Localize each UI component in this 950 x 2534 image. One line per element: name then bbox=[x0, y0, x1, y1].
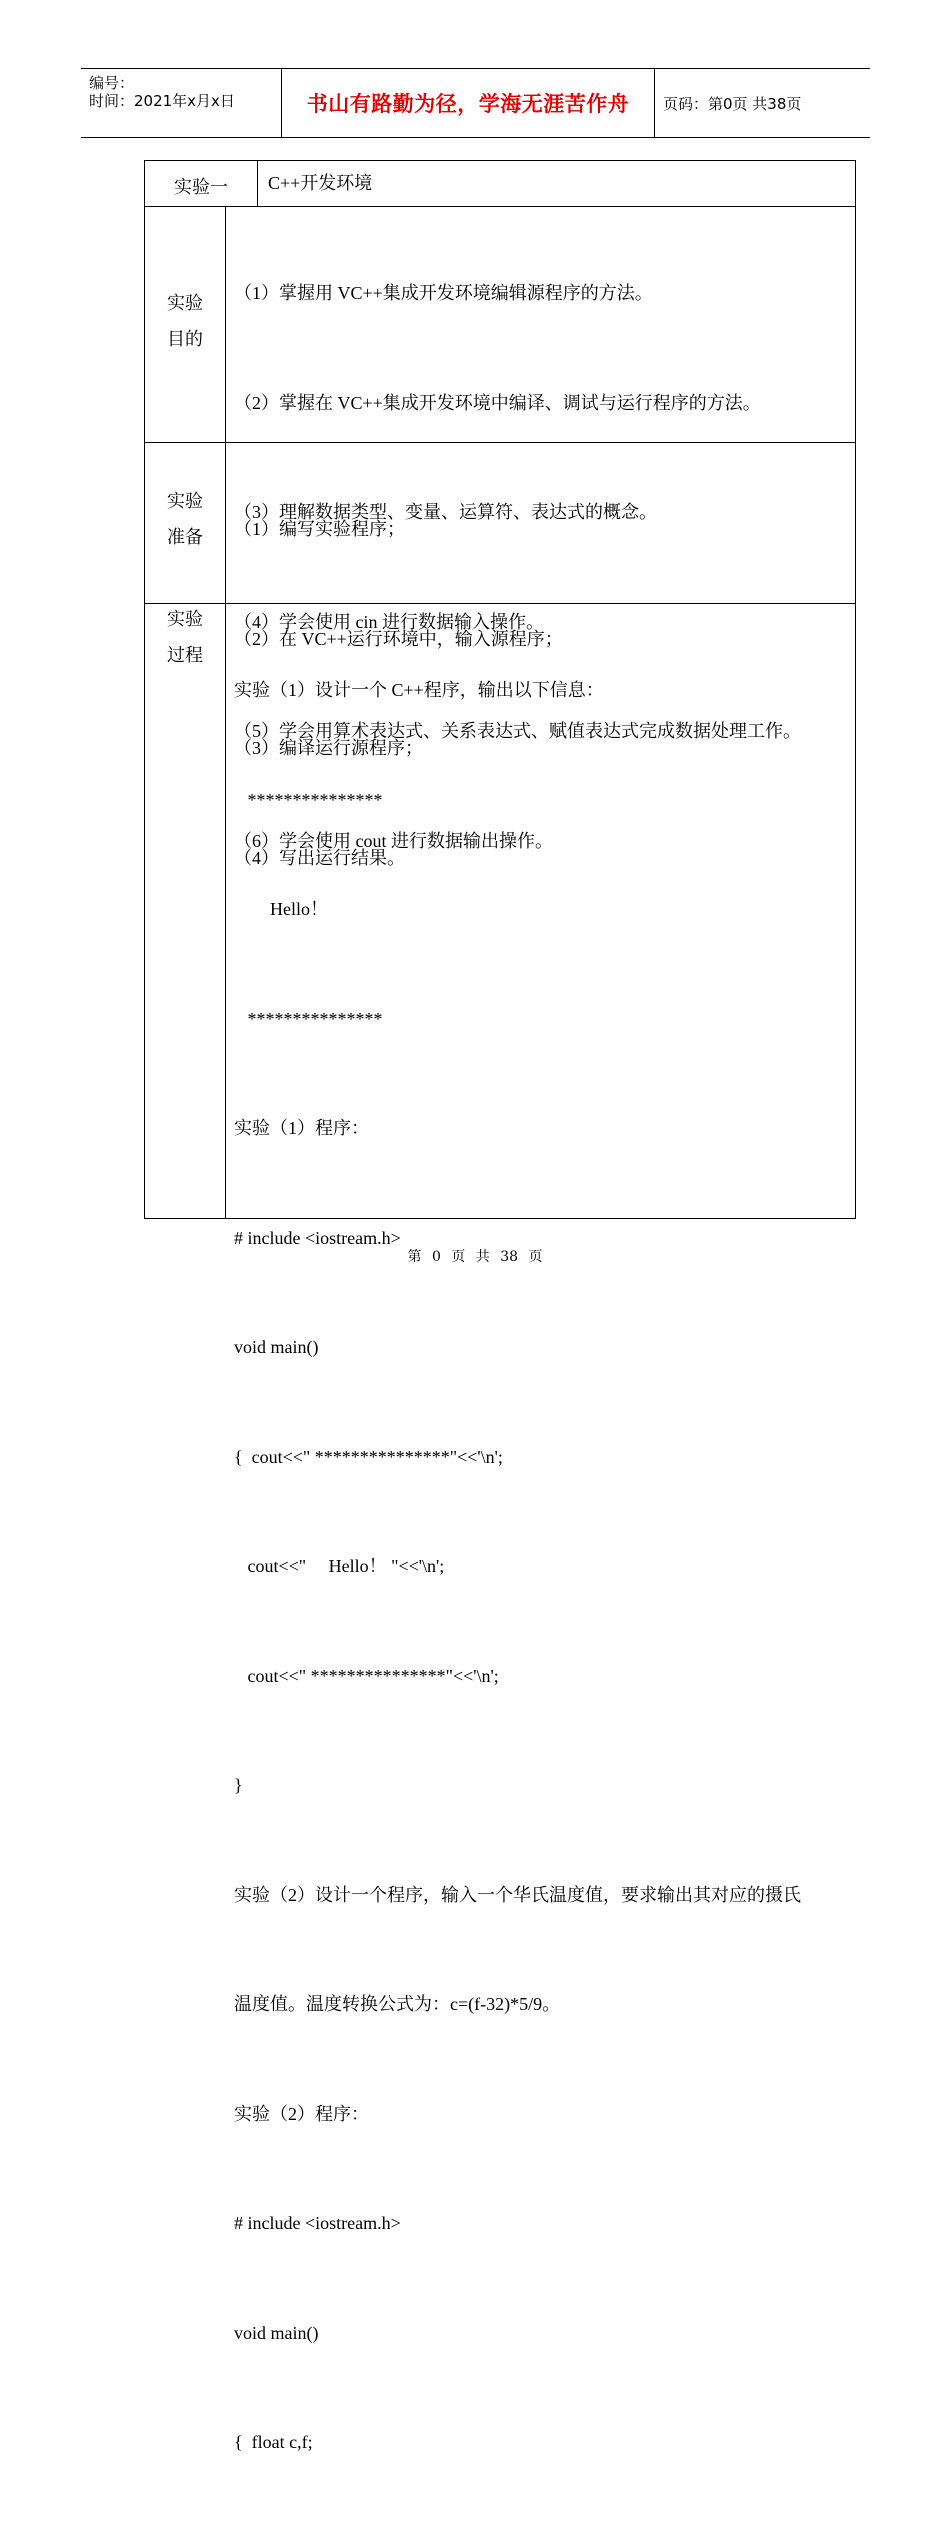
code-line: # include <iostream.h> bbox=[234, 2213, 401, 2233]
purpose-label bbox=[145, 285, 225, 357]
code-line: } bbox=[234, 1775, 243, 1795]
list-item: （6）学会使用 cout 进行数据输出操作。 bbox=[234, 830, 553, 851]
page-footer: 第 0 页 共 38 页 bbox=[407, 1249, 543, 1265]
list-item: （4）学会使用 cin 进行数据输入操作。 bbox=[234, 611, 544, 632]
header-page-info: 页码：第0页 共38页 bbox=[663, 94, 802, 113]
list-item: （5）学会用算术表达式、关系表达式、赋值表达式完成数据处理工作。 bbox=[234, 721, 801, 741]
list-item: （3）编译运行源程序； bbox=[234, 738, 423, 758]
header-divider bbox=[654, 69, 655, 137]
time-label: 时间：2021年x月x日 bbox=[89, 92, 235, 110]
code-line: void main() bbox=[234, 2322, 319, 2343]
header-meta bbox=[81, 69, 281, 137]
purpose-label-line2: 目的 bbox=[167, 329, 203, 349]
list-item: （2）在 VC++运行环境中，输入源程序； bbox=[234, 628, 563, 649]
code-line: cout<<" ***************"<<'\n'; bbox=[234, 1665, 499, 1686]
header-motto: 书山有路勤为径，学海无涯苦作舟 bbox=[306, 92, 630, 116]
list-item: （2）掌握在 VC++集成开发环境中编译、调试与运行程序的方法。 bbox=[234, 392, 761, 413]
purpose-label-line1: 实验 bbox=[167, 293, 203, 313]
preparation-label-line1: 实验 bbox=[167, 491, 203, 511]
process-line: 实验（1）设计一个 C++程序，输出以下信息： bbox=[234, 680, 604, 700]
column-divider bbox=[257, 161, 258, 207]
process-line: 实验（2）程序： bbox=[234, 2103, 369, 2124]
preparation-label bbox=[145, 483, 225, 555]
experiment-title: C++开发环境 bbox=[268, 173, 373, 193]
code-line: void main() bbox=[234, 1337, 319, 1357]
process-line: *************** bbox=[234, 789, 383, 810]
process-line: *************** bbox=[234, 1008, 383, 1029]
process-line: 实验（2）设计一个程序，输入一个华氏温度值，要求输出其对应的摄氏 bbox=[234, 1884, 801, 1905]
process-label-line1: 实验 bbox=[167, 609, 203, 629]
code-line: # include <iostream.h> bbox=[234, 1227, 401, 1248]
document-header bbox=[81, 68, 870, 138]
process-line: 温度值。温度转换公式为：c=(f-32)*5/9。 bbox=[234, 1994, 561, 2014]
number-label: 编号： bbox=[89, 74, 135, 92]
process-line: 实验（1）程序： bbox=[234, 1118, 369, 1138]
code-line: cout<<" Hello！ "<<'\n'; bbox=[234, 1556, 445, 1576]
experiment-label: 实验一 bbox=[174, 177, 228, 197]
code-line: { float c,f; bbox=[234, 2432, 313, 2452]
list-item: （4）写出运行结果。 bbox=[234, 847, 405, 868]
list-item: （1）掌握用 VC++集成开发环境编辑源程序的方法。 bbox=[234, 283, 653, 303]
code-line: { cout<<" ***************"<<'\n'; bbox=[234, 1446, 503, 1467]
list-item: （1）编写实验程序； bbox=[234, 519, 405, 539]
process-line: Hello！ bbox=[234, 899, 328, 919]
process-content bbox=[234, 599, 854, 2534]
list-item: （3）理解数据类型、变量、运算符、表达式的概念。 bbox=[234, 502, 657, 522]
process-label bbox=[145, 601, 225, 673]
column-divider bbox=[225, 207, 226, 1218]
process-label-line2: 过程 bbox=[167, 645, 203, 665]
preparation-label-line2: 准备 bbox=[167, 527, 203, 547]
